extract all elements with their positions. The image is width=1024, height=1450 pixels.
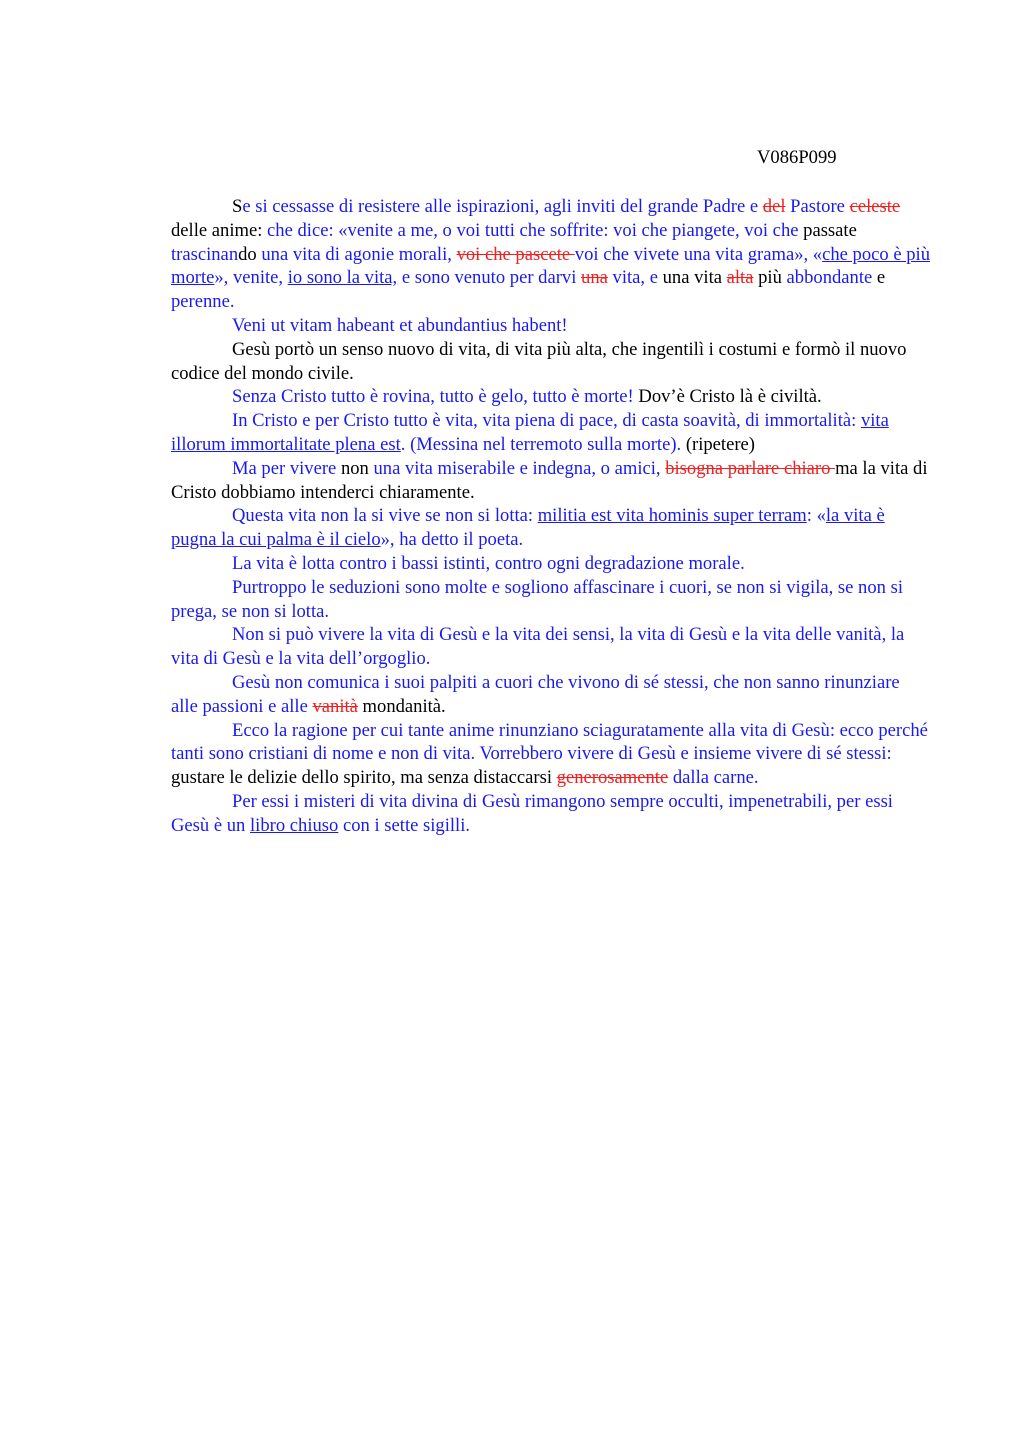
text-run: perenne. xyxy=(171,291,235,313)
text-run: dalla carne. xyxy=(668,767,759,789)
text-run: che dice: «venite a me, o voi tutti che soffrite: voi che piangete, voi che xyxy=(267,219,804,241)
text-run: Purtroppo le seduzioni sono molte e sogliono affascinare i cuori, se non si vigila, se non si prega, se non si lotta. xyxy=(171,576,903,622)
text-run: una vita di agonie morali, xyxy=(261,243,457,265)
paragraph xyxy=(171,385,931,409)
deleted-text: vanità xyxy=(312,695,358,717)
paragraph xyxy=(171,314,931,338)
text-run: Ma per vivere xyxy=(232,457,341,479)
deleted-text: alta xyxy=(726,267,754,289)
underlined-text: militia est vita hominis super terram xyxy=(537,505,807,527)
text-run: », ha detto il poeta. xyxy=(380,529,524,551)
text-run: vita, e xyxy=(607,267,663,289)
paragraph xyxy=(171,195,931,314)
text-run: Questa vita non la si vive se non si lotta: xyxy=(232,505,538,527)
text-run: e si cessasse di resistere alle ispirazioni, agli inviti del grande Padre e xyxy=(242,196,763,217)
deleted-text: voi che pascete xyxy=(456,243,575,265)
paragraph xyxy=(171,623,931,671)
text-run: e xyxy=(872,267,886,289)
underlined-text: che poco è più morte xyxy=(171,243,930,289)
text-run: Gesù portò un senso nuovo di vita, di vita più alta, che ingentilì i costumi e formò il nuovo codice del mondo civile. xyxy=(171,338,907,384)
document-body xyxy=(171,195,931,838)
paragraph xyxy=(171,552,931,576)
text-run: Veni ut vitam habeant et abundantius habent! xyxy=(232,314,568,336)
underlined-text: vita illorum immortalitate plena est xyxy=(171,410,889,455)
page-reference-code: V086P099 xyxy=(757,147,837,168)
text-run: Per essi i misteri di vita divina di Gesù rimangono sempre occulti, impenetrabili, per essi Gesù è un xyxy=(171,790,893,836)
text-run: In Cristo e per Cristo tutto è vita, vita piena di pace, di casta soavità, di immortalità: xyxy=(232,410,861,432)
underlined-text: libro chiuso xyxy=(250,814,339,836)
text-run: (ripetere) xyxy=(685,433,755,455)
paragraph xyxy=(171,504,931,552)
text-run: Gesù non comunica i suoi palpiti a cuori che vivono di sé stessi, che non sanno rinunziare alle passioni e alle xyxy=(171,671,900,717)
text-run: passate xyxy=(803,219,857,241)
text-run: Dov’è Cristo là è civiltà. xyxy=(638,386,822,408)
deleted-text: una xyxy=(581,267,608,289)
text-run: S xyxy=(232,196,243,217)
deleted-text: generosamente xyxy=(556,767,669,789)
text-run: : « xyxy=(806,505,826,527)
text-run: La vita è lotta contro i bassi istinti, contro ogni degradazione morale. xyxy=(232,552,745,574)
paragraph xyxy=(171,409,931,457)
text-run: », venite, xyxy=(214,267,288,289)
text-run: Senza Cristo tutto è rovina, tutto è gelo, tutto è morte! xyxy=(232,386,639,408)
text-run: più xyxy=(753,267,787,289)
text-run: ma la vita di Cristo dobbiamo intenderci chiaramente. xyxy=(171,457,928,503)
text-run: . (Messina nel terremoto sulla morte). xyxy=(400,433,686,455)
text-run: Ecco la ragione per cui tante anime rinunziano sciaguratamente alla vita di Gesù: ecco perché tanti sono cristiani di nome e non di vita. Vorrebbero vivere di Gesù e insieme vivere di sé stessi: xyxy=(171,719,928,765)
paragraph xyxy=(171,790,931,838)
text-run: mondanità. xyxy=(357,695,446,717)
deleted-text: celeste xyxy=(849,196,901,217)
deleted-text: bisogna parlare chiaro xyxy=(665,457,836,479)
text-run: e sono venuto per darvi xyxy=(397,267,582,289)
deleted-text: del xyxy=(762,196,786,217)
text-run: voi che vivete una vita grama», « xyxy=(574,243,823,265)
text-run: una vita xyxy=(662,267,727,289)
underlined-text: la vita è pugna la cui palma è il cielo xyxy=(171,505,885,551)
text-run: trascinan xyxy=(171,243,239,265)
text-run: una vita miserabile e indegna, o amici, xyxy=(373,457,666,479)
text-run: gustare le delizie dello spirito, ma senza distaccarsi xyxy=(171,767,557,789)
text-run: do xyxy=(238,243,262,265)
text-run: Non si può vivere la vita di Gesù e la vita dei sensi, la vita di Gesù e la vita delle vanità, la vita di Gesù e la vita dell’orgoglio. xyxy=(171,624,905,670)
paragraph xyxy=(171,457,931,505)
paragraph xyxy=(171,719,931,790)
text-run: non xyxy=(340,457,374,479)
underlined-text: io sono la vita, xyxy=(287,267,398,289)
paragraph xyxy=(171,576,931,624)
text-run: abbondante xyxy=(786,267,873,289)
text-run: delle anime: xyxy=(171,219,268,241)
text-run: Pastore xyxy=(785,196,850,217)
paragraph xyxy=(171,338,931,386)
text-run: con i sette sigilli. xyxy=(338,814,471,836)
paragraph xyxy=(171,671,931,719)
